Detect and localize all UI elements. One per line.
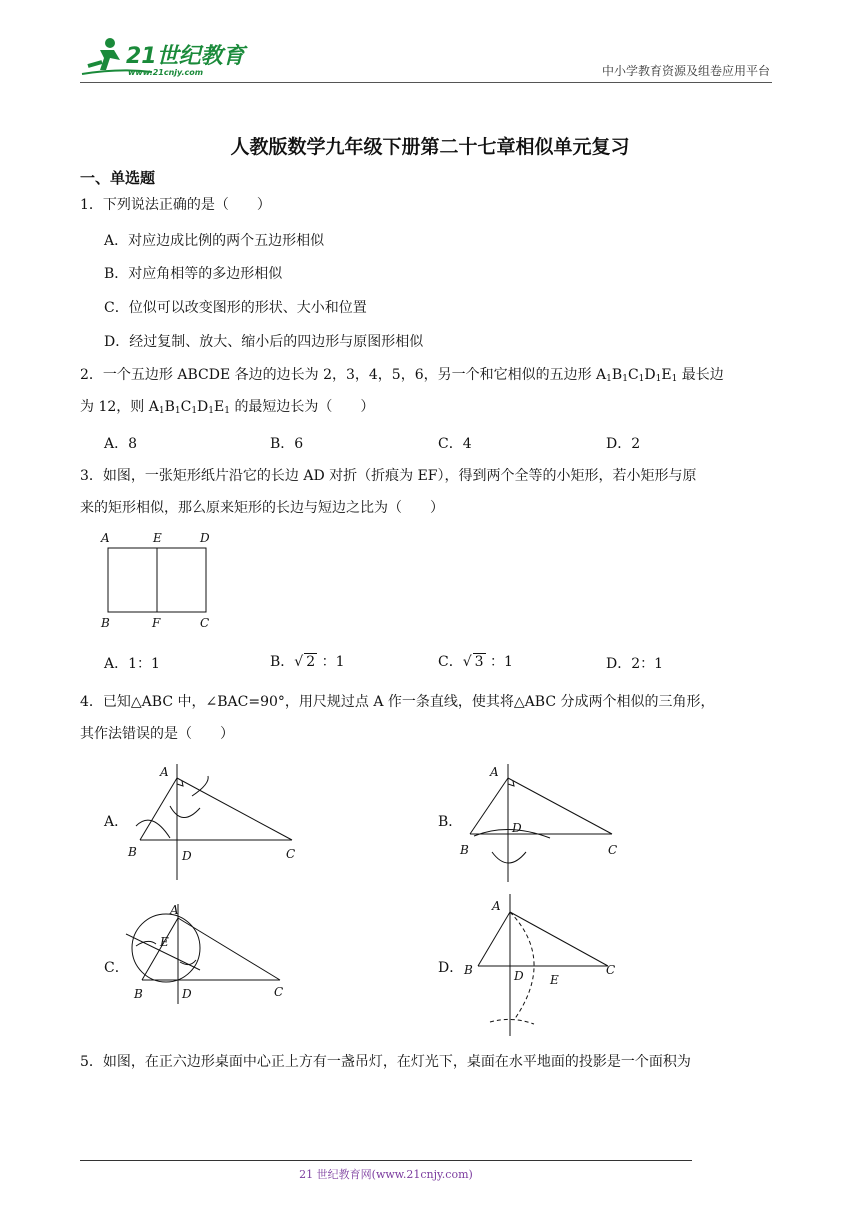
svg-text:A: A xyxy=(490,765,499,779)
svg-text:A: A xyxy=(492,899,501,913)
svg-text:A: A xyxy=(170,903,179,917)
q1-option-a: A．对应边成比例的两个五边形相似 xyxy=(104,233,325,249)
q2-option-a: A．8 xyxy=(104,436,138,452)
q3-line2: 来的矩形相似，那么原来矩形的长边与短边之比为（ ） xyxy=(80,500,444,516)
q2-line2: 为 12，则 $A_1B_1C_1D_1E_1$ 的最短边长为（ ） xyxy=(80,399,375,416)
sqrt-icon: √ 2 xyxy=(294,654,316,670)
q5-line1: 5．如图，在正六边形桌面中心正上方有一盏吊灯，在灯光下，桌面在水平地面的投影是一个面积为 xyxy=(80,1054,691,1070)
fig-label-f: F xyxy=(152,616,161,630)
q2-option-b: B．6 xyxy=(270,436,304,452)
svg-text:B: B xyxy=(460,843,469,857)
q4-line1: 4．已知△ABC 中，∠BAC=90°，用尺规过点 A 作一条直线，使其将△ABC 分成两个相似的三角形， xyxy=(80,694,715,710)
q1-stem: 1．下列说法正确的是（ ） xyxy=(80,197,271,213)
svg-text:B: B xyxy=(134,987,143,1001)
svg-text:C: C xyxy=(286,847,296,861)
q3-option-d: D．2：1 xyxy=(606,656,664,672)
q4-option-b-label: B． xyxy=(438,814,463,830)
sqrt-icon: √ 3 xyxy=(462,654,484,670)
q4-option-d-label: D． xyxy=(438,960,464,976)
svg-text:D: D xyxy=(182,987,192,1001)
q1-option-d: D．经过复制、放大、缩小后的四边形与原图形相似 xyxy=(104,334,424,350)
svg-text:A: A xyxy=(160,765,169,779)
section-heading: 一、单选题 xyxy=(80,169,156,187)
fig-label-c: C xyxy=(200,616,210,630)
logo-text: 21世纪教育 xyxy=(126,44,245,69)
q1-option-b: B．对应角相等的多边形相似 xyxy=(104,266,283,282)
svg-text:B: B xyxy=(464,963,473,977)
site-logo xyxy=(80,36,250,78)
page-title: 人教版数学九年级下册第二十七章相似单元复习 xyxy=(230,136,630,158)
q4-figure-b xyxy=(456,756,646,886)
svg-text:C: C xyxy=(274,985,284,999)
svg-text:E: E xyxy=(160,935,169,949)
q4-option-a-label: A． xyxy=(104,814,129,830)
fig-label-b: B xyxy=(101,616,110,630)
q2-line1: 2．一个五边形 ABCDE 各边的边长为 2，3，4，5，6，另一个和它相似的五边形 $A_1B_1C_1D_1E_1$ 最长边 xyxy=(80,367,724,384)
runner-logo-icon xyxy=(80,36,250,78)
svg-text:C: C xyxy=(608,843,618,857)
footer-link[interactable]: 21 世纪教育网(www.21cnjy.com) xyxy=(299,1168,473,1181)
q4-figure-d xyxy=(456,890,636,1040)
q3-line1: 3．如图，一张矩形纸片沿它的长边 AD 对折（折痕为 EF），得到两个全等的小矩形，若小矩形与原 xyxy=(80,468,697,484)
q2-option-c: C．4 xyxy=(438,436,472,452)
q3-option-c: C．√ 3 ：1 xyxy=(438,654,513,670)
svg-text:B: B xyxy=(128,845,137,859)
q4-figure-a xyxy=(122,756,312,886)
svg-text:C: C xyxy=(606,963,616,977)
q3-rectangle-figure xyxy=(96,528,226,632)
header-divider xyxy=(80,82,772,83)
logo-url: www.21cnjy.com xyxy=(128,68,204,77)
fig-label-e: E xyxy=(153,531,162,545)
q3-option-a: A．1：1 xyxy=(104,656,160,672)
q2-option-d: D．2 xyxy=(606,436,641,452)
q4-figure-c xyxy=(120,900,300,1008)
svg-text:D: D xyxy=(514,969,524,983)
fig-label-a: A xyxy=(101,531,110,545)
svg-text:D: D xyxy=(512,821,522,835)
svg-text:D: D xyxy=(182,849,192,863)
q3-option-b: B．√ 2 ：1 xyxy=(270,654,345,670)
header-slogan: 中小学教育资源及组卷应用平台 xyxy=(601,64,770,78)
q4-option-c-label: C． xyxy=(104,960,129,976)
q4-line2: 其作法错误的是（ ） xyxy=(80,726,234,742)
svg-text:E: E xyxy=(550,973,559,987)
q1-option-c: C．位似可以改变图形的形状、大小和位置 xyxy=(104,300,367,316)
footer-divider xyxy=(80,1160,692,1161)
fig-label-d: D xyxy=(200,531,210,545)
